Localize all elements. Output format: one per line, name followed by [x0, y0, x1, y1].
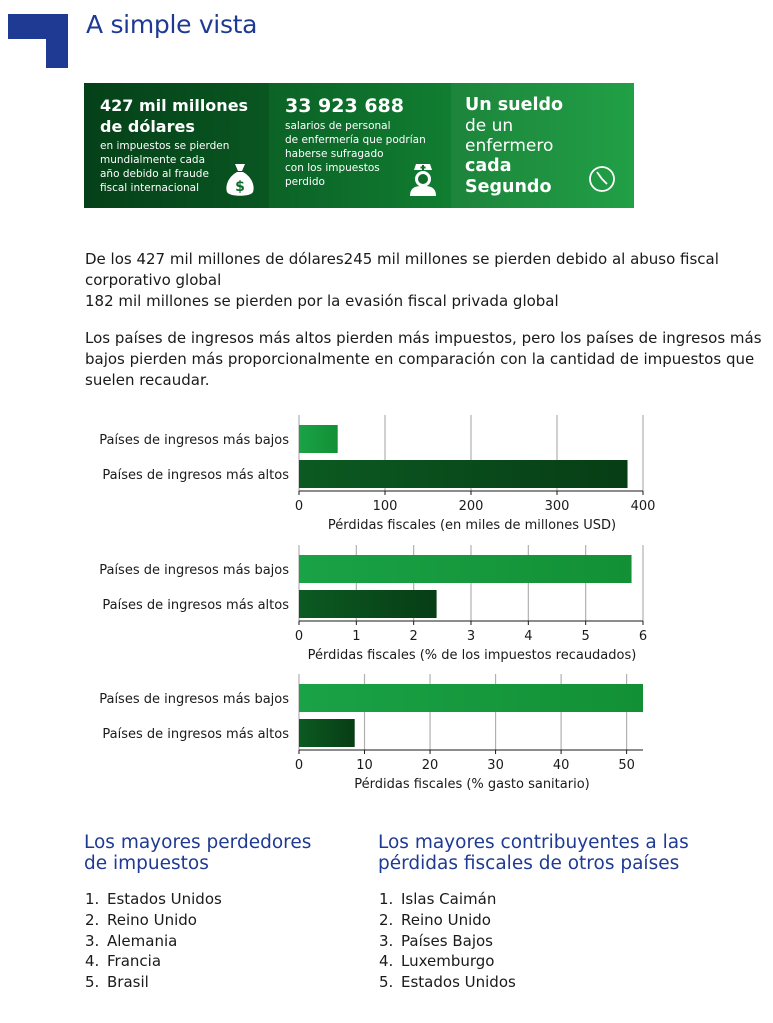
tick-label: 200	[458, 499, 484, 514]
list-item: 5. Brasil	[85, 973, 149, 992]
tick-label: 1	[352, 629, 361, 644]
tick-label: 4	[524, 629, 533, 644]
list-item: 4. Francia	[85, 952, 162, 971]
chart-losses-usd	[0, 415, 773, 545]
bar-lower-income	[299, 684, 643, 712]
list-item: 4. Luxemburgo	[379, 952, 495, 971]
chart-svg	[0, 545, 773, 675]
title-line: Los mayores contribuyentes a las	[378, 832, 689, 853]
tick-label: 0	[294, 499, 304, 514]
title-line: pérdidas fiscales de otros países	[378, 853, 680, 874]
bar-lower-income	[299, 555, 632, 583]
tick-label: 0	[294, 758, 304, 773]
list-item: 2. Reino Unido	[85, 910, 197, 929]
list-item-label: Luxemburgo	[401, 952, 495, 971]
list-item-label: Brasil	[107, 973, 149, 992]
bar-lower-income	[299, 425, 338, 453]
stat-headline: 33 923 688	[285, 95, 404, 117]
tick-label: 0	[294, 629, 304, 644]
tick-label: 20	[421, 758, 439, 773]
title-line: Los mayores perdedores	[84, 832, 312, 853]
svg-text:$: $	[235, 179, 245, 195]
contributors-list	[379, 889, 516, 993]
tick-label: 2	[409, 629, 418, 644]
page-title: A simple vista	[86, 10, 258, 39]
tick-label: 10	[356, 758, 373, 773]
stat-line: Un sueldo	[465, 95, 564, 115]
contributors-title	[378, 832, 768, 874]
list-item-label: Reino Unido	[401, 910, 491, 929]
list-item: 3. Países Bajos	[379, 931, 493, 950]
stats-banner	[84, 83, 634, 208]
list-item: 1. Islas Caimán	[379, 890, 497, 908]
money-bag-icon	[225, 162, 255, 198]
x-axis-label: Pérdidas fiscales (en miles de millones USD)	[327, 518, 617, 533]
bar-higher-income	[299, 460, 628, 488]
desc-line: de enfermería que podrían	[285, 134, 426, 146]
chart-svg	[0, 674, 773, 804]
tick-label: 6	[638, 629, 648, 644]
corner-logo-mark	[8, 14, 60, 68]
category-label: Países de ingresos más altos	[102, 598, 289, 613]
x-axis-label: Pérdidas fiscales (% de los impuestos recaudados)	[307, 648, 637, 663]
stat-line: de un	[465, 116, 514, 136]
tick-label: 30	[487, 758, 504, 773]
desc-line: con los impuestos	[285, 162, 380, 174]
list-item-label: Islas Caimán	[401, 890, 497, 908]
nurse-icon	[408, 162, 438, 196]
losers-list	[85, 889, 222, 993]
stat-headline: de dólares	[100, 117, 195, 136]
paragraph-line: 182 mil millones se pierden por la evasión fiscal privada global	[85, 292, 559, 310]
bar-higher-income	[299, 719, 355, 747]
stat-panel-losses	[84, 83, 269, 208]
category-label: Países de ingresos más altos	[102, 468, 289, 483]
desc-line: salarios de personal	[285, 120, 391, 132]
chart-svg	[0, 415, 773, 545]
desc-line: perdido	[285, 176, 325, 188]
stat-line: cada	[465, 156, 512, 176]
list-item-label: Estados Unidos	[107, 890, 222, 908]
desc-line: año debido al fraude	[100, 168, 209, 180]
desc-line: haberse sufragado	[285, 148, 384, 160]
list-item: 2. Reino Unido	[379, 910, 491, 929]
tick-label: 100	[372, 499, 398, 514]
title-line: de impuestos	[84, 853, 209, 874]
paragraph-line: De los 427 mil millones de dólares245 mil millones se pierden debido al abuso fiscal corporativo global	[85, 250, 719, 289]
tick-label: 300	[544, 499, 570, 514]
desc-line: fiscal internacional	[100, 182, 200, 194]
desc-line: mundialmente cada	[100, 154, 206, 166]
tick-label: 50	[618, 758, 635, 773]
chart-losses-percent-health	[0, 674, 773, 804]
tick-label: 5	[581, 629, 590, 644]
list-item-label: Francia	[107, 952, 162, 971]
list-item: 1. Estados Unidos	[85, 890, 222, 908]
desc-line: en impuestos se pierden	[100, 140, 230, 152]
clock-icon	[586, 163, 618, 195]
category-label: Países de ingresos más altos	[102, 727, 289, 742]
list-item-label: Alemania	[107, 931, 178, 950]
tick-label: 40	[552, 758, 570, 773]
list-item-label: Estados Unidos	[401, 973, 516, 992]
stat-line: enfermero	[465, 136, 554, 156]
stat-headline: 427 mil millones	[100, 96, 249, 115]
list-item: 3. Alemania	[85, 931, 178, 950]
list-item-label: Países Bajos	[401, 931, 493, 950]
stat-line: Segundo	[465, 177, 552, 197]
stat-panel-salary-per-second	[451, 83, 634, 208]
list-item: 5. Estados Unidos	[379, 973, 516, 992]
stat-panel-salaries	[269, 83, 451, 208]
bar-higher-income	[299, 590, 437, 618]
losers-title	[84, 832, 364, 874]
category-label: Países de ingresos más bajos	[99, 563, 289, 578]
tick-label: 400	[630, 499, 656, 514]
chart-losses-percent-taxes	[0, 545, 773, 675]
category-label: Países de ingresos más bajos	[99, 433, 289, 448]
tick-label: 3	[466, 629, 476, 644]
list-item-label: Reino Unido	[107, 910, 197, 929]
x-axis-label: Pérdidas fiscales (% gasto sanitario)	[354, 777, 590, 792]
paragraph-income-comparison: Los países de ingresos más altos pierden más impuestos, pero los países de ingresos más bajos pierden más proporcionalmente en comparación con la cantidad de impuestos que suelen recaudar.	[85, 329, 762, 389]
paragraph-loss-breakdown	[85, 249, 773, 312]
category-label: Países de ingresos más bajos	[99, 692, 289, 707]
